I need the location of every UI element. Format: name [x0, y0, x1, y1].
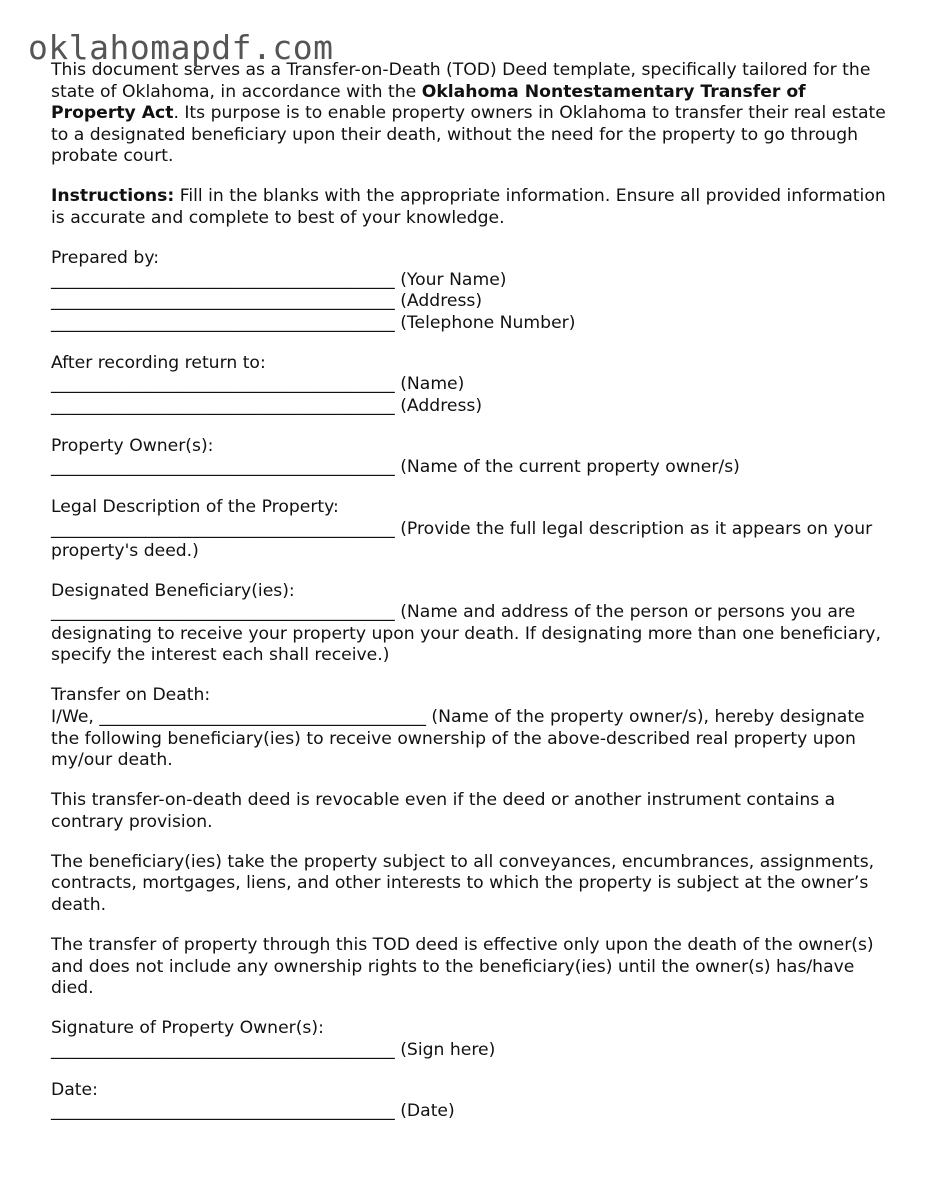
- effective-paragraph: The transfer of property through this TOD deed is effective only upon the death of the owner(s) and does not include any ownership rights to the beneficiary(ies) until the owner(s) has/have died.: [51, 934, 874, 999]
- beneficiaries-heading: Designated Beneficiary(ies):: [51, 580, 295, 601]
- revocable-paragraph: This transfer-on-death deed is revocable even if the deed or another instrument contains a contrary provision.: [51, 790, 836, 832]
- return-address-blank[interactable]: ________________________________________: [51, 395, 395, 416]
- instructions-text: Fill in the blanks with the appropriate information. Ensure all provided information is accurate and complete to best of your knowledge.: [51, 186, 886, 228]
- telephone-label: (Telephone Number): [400, 312, 576, 333]
- owners-blank[interactable]: ________________________________________: [51, 457, 395, 478]
- intro-paragraph: [51, 60, 891, 168]
- your-name-blank[interactable]: ________________________________________: [51, 269, 395, 290]
- signature-section: [51, 1018, 891, 1061]
- owners-heading: Property Owner(s):: [51, 435, 214, 456]
- beneficiaries-label: (Name and address of the person or persons you are designating to receive your property upon your death. If designating more than one beneficiary, specify the interest each shall receive.): [51, 602, 881, 666]
- return-address-label: (Address): [400, 395, 483, 416]
- telephone-blank[interactable]: ________________________________________: [51, 312, 395, 333]
- act-name: Oklahoma Nontestamentary Transfer of Property Act: [51, 81, 806, 124]
- your-name-label: (Your Name): [400, 269, 507, 290]
- intro-text: This document serves as a Transfer-on-Death (TOD) Deed template, specifically tailored for the state of Oklahoma, in accordance with the: [51, 60, 871, 102]
- signature-heading: Signature of Property Owner(s):: [51, 1018, 324, 1039]
- address-blank[interactable]: ________________________________________: [51, 291, 395, 312]
- prepared-by-section: [51, 248, 891, 334]
- subject-to-paragraph: The beneficiary(ies) take the property subject to all conveyances, encumbrances, assignments, contracts, mortgages, liens, and other interests to which the property is subject at the owner’s death.: [51, 851, 875, 915]
- legal-description-heading: Legal Description of the Property:: [51, 497, 339, 518]
- beneficiaries-section: [51, 581, 891, 667]
- date-label: (Date): [400, 1101, 455, 1122]
- intro-text-end: . Its purpose is to enable property owners in Oklahoma to transfer their real estate to a designated beneficiary upon their death, without the need for the property to go through probate court.: [51, 103, 886, 167]
- instructions-label: Instructions:: [51, 186, 175, 207]
- address-label: (Address): [400, 291, 483, 312]
- return-name-blank[interactable]: ________________________________________: [51, 374, 395, 395]
- tod-deed-document: [51, 60, 891, 1141]
- legal-description-blank[interactable]: ________________________________________: [51, 519, 395, 540]
- transfer-heading: Transfer on Death:: [51, 685, 211, 706]
- owners-section: [51, 436, 891, 479]
- return-name-label: (Name): [400, 374, 465, 395]
- beneficiaries-blank[interactable]: ________________________________________: [51, 602, 395, 623]
- signature-blank[interactable]: ________________________________________: [51, 1039, 395, 1060]
- return-to-heading: After recording return to:: [51, 352, 266, 373]
- transfer-text: (Name of the property owner/s), hereby designate the following beneficiary(ies) to receive ownership of the above-described real property upon my/our death.: [51, 706, 865, 771]
- date-section: [51, 1080, 891, 1123]
- date-heading: Date:: [51, 1079, 98, 1100]
- transfer-prefix: I/We,: [51, 706, 100, 727]
- date-blank[interactable]: ________________________________________: [51, 1101, 395, 1122]
- transfer-owner-blank[interactable]: ______________________________________: [99, 706, 426, 727]
- instructions-paragraph: [51, 186, 891, 229]
- legal-description-section: [51, 497, 891, 562]
- prepared-by-heading: Prepared by:: [51, 247, 160, 268]
- site-watermark: oklahomapdf.com: [28, 28, 334, 67]
- return-to-section: [51, 353, 891, 418]
- owners-label: (Name of the current property owner/s): [400, 457, 740, 478]
- transfer-section: [51, 685, 891, 771]
- legal-description-label: (Provide the full legal description as it appears on your property's deed.): [51, 519, 873, 561]
- signature-label: (Sign here): [400, 1039, 496, 1060]
